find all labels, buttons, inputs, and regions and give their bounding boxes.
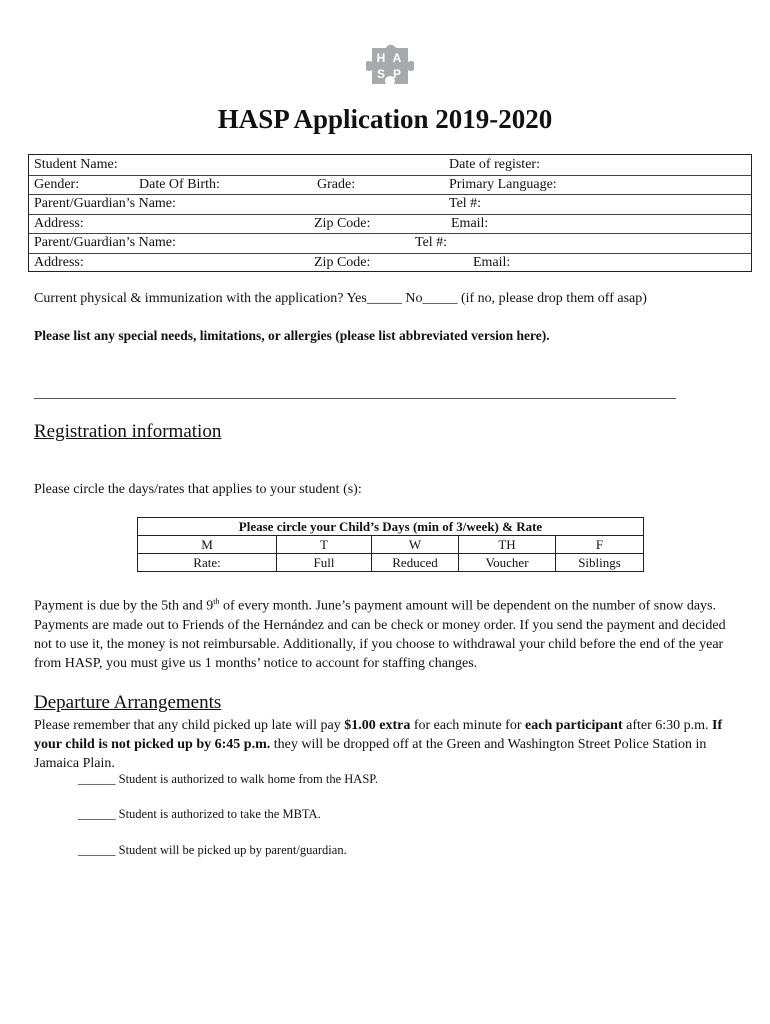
rate-label-cell: Rate: [138,554,277,572]
info-row [29,253,751,273]
registration-instruction: Please circle the days/rates that applies to your student (s): [34,482,362,497]
puzzle-shape [366,45,414,84]
rate-cell-full[interactable]: Full [277,554,372,572]
payment-text-rest: of every month. June’s payment amount will be dependent on the number of snow days. Payments are made out to Friends of the Hernández and can be check or money order. If you send the payment and decided not to use it, the money is not reimbursable. Additionally, if you choose to withdrawal your child before the end of the year from HASP, you must give us 1 months’ notice to account for staffing changes. [34,598,726,671]
rate-cell-siblings[interactable]: Siblings [556,554,644,572]
tel-label-2[interactable]: Tel #: [415,235,448,250]
date-of-birth-label[interactable]: Date Of Birth: [139,176,220,192]
late-fee-amount: $1.00 extra [344,718,411,733]
departure-paragraph [34,716,750,773]
physical-immunization-question[interactable]: Current physical & immunization with the application? Yes_____ No_____ (if no, please drop them off asap) [34,291,647,306]
day-cell-f[interactable]: F [556,536,644,554]
info-row [29,155,751,176]
info-row [29,194,751,215]
departure-text-4: they will be dropped off at the Green and Washington Street Police Station in Jamaica Plain. [34,737,707,771]
guardian-name-label-2[interactable]: Parent/Guardian’s Name: [34,235,176,250]
payment-superscript: th [213,597,220,606]
special-needs-prompt: Please list any special needs, limitations, or allergies (please list abbreviated version here). [34,328,550,343]
logo-letter-h: H [376,51,386,65]
info-row [29,175,751,196]
info-row [29,214,751,235]
page-title: HASP Application 2019-2020 [217,104,553,134]
logo-letter-p: P [392,67,402,81]
special-needs-answer-line[interactable] [34,398,676,399]
email-label[interactable]: Email: [451,215,489,231]
zip-code-label[interactable]: Zip Code: [314,215,371,231]
student-info-table [28,154,752,272]
date-of-register-label[interactable]: Date of register: [449,157,540,172]
departure-heading: Departure Arrangements [34,692,222,713]
payment-paragraph [34,592,746,673]
pickup-deadline: If your child is not picked up by 6:45 p.m. [34,718,723,752]
days-table-header: Please circle your Child’s Days (min of 3/week) & Rate [138,518,644,536]
option-walk-home[interactable]: ______ Student is authorized to walk home from the HASP. [78,772,378,786]
hasp-puzzle-logo [366,40,414,88]
student-name-label[interactable]: Student Name: [34,157,118,172]
primary-language-label[interactable]: Primary Language: [449,176,557,192]
logo-letter-a: A [392,51,402,65]
tel-label[interactable]: Tel #: [449,196,482,211]
address-label[interactable]: Address: [34,215,84,231]
departure-text-2: for each minute for [410,718,526,733]
info-row [29,233,751,254]
days-rate-table [137,517,644,572]
logo-letter-s: S [376,67,386,81]
day-cell-th[interactable]: TH [459,536,556,554]
address-label-2[interactable]: Address: [34,254,84,270]
departure-text-1: Please remember that any child picked up late will pay [34,718,345,733]
day-cell-t[interactable]: T [277,536,372,554]
rate-cell-voucher[interactable]: Voucher [459,554,556,572]
option-parent-pickup[interactable]: ______ Student will be picked up by parent/guardian. [78,843,347,857]
day-cell-w[interactable]: W [372,536,459,554]
each-participant: each participant [525,718,623,733]
registration-heading: Registration information [34,421,222,442]
rate-cell-reduced[interactable]: Reduced [372,554,459,572]
payment-text-start: Payment is due by the 5th and 9 [34,598,214,614]
guardian-name-label[interactable]: Parent/Guardian’s Name: [34,196,176,211]
grade-label[interactable]: Grade: [317,176,356,192]
gender-label[interactable]: Gender: [34,176,80,192]
zip-code-label-2[interactable]: Zip Code: [314,254,371,270]
option-take-mbta[interactable]: ______ Student is authorized to take the MBTA. [78,807,321,821]
departure-text-3: after 6:30 p.m. [622,718,713,733]
day-cell-m[interactable]: M [138,536,277,554]
email-label-2[interactable]: Email: [473,254,511,270]
